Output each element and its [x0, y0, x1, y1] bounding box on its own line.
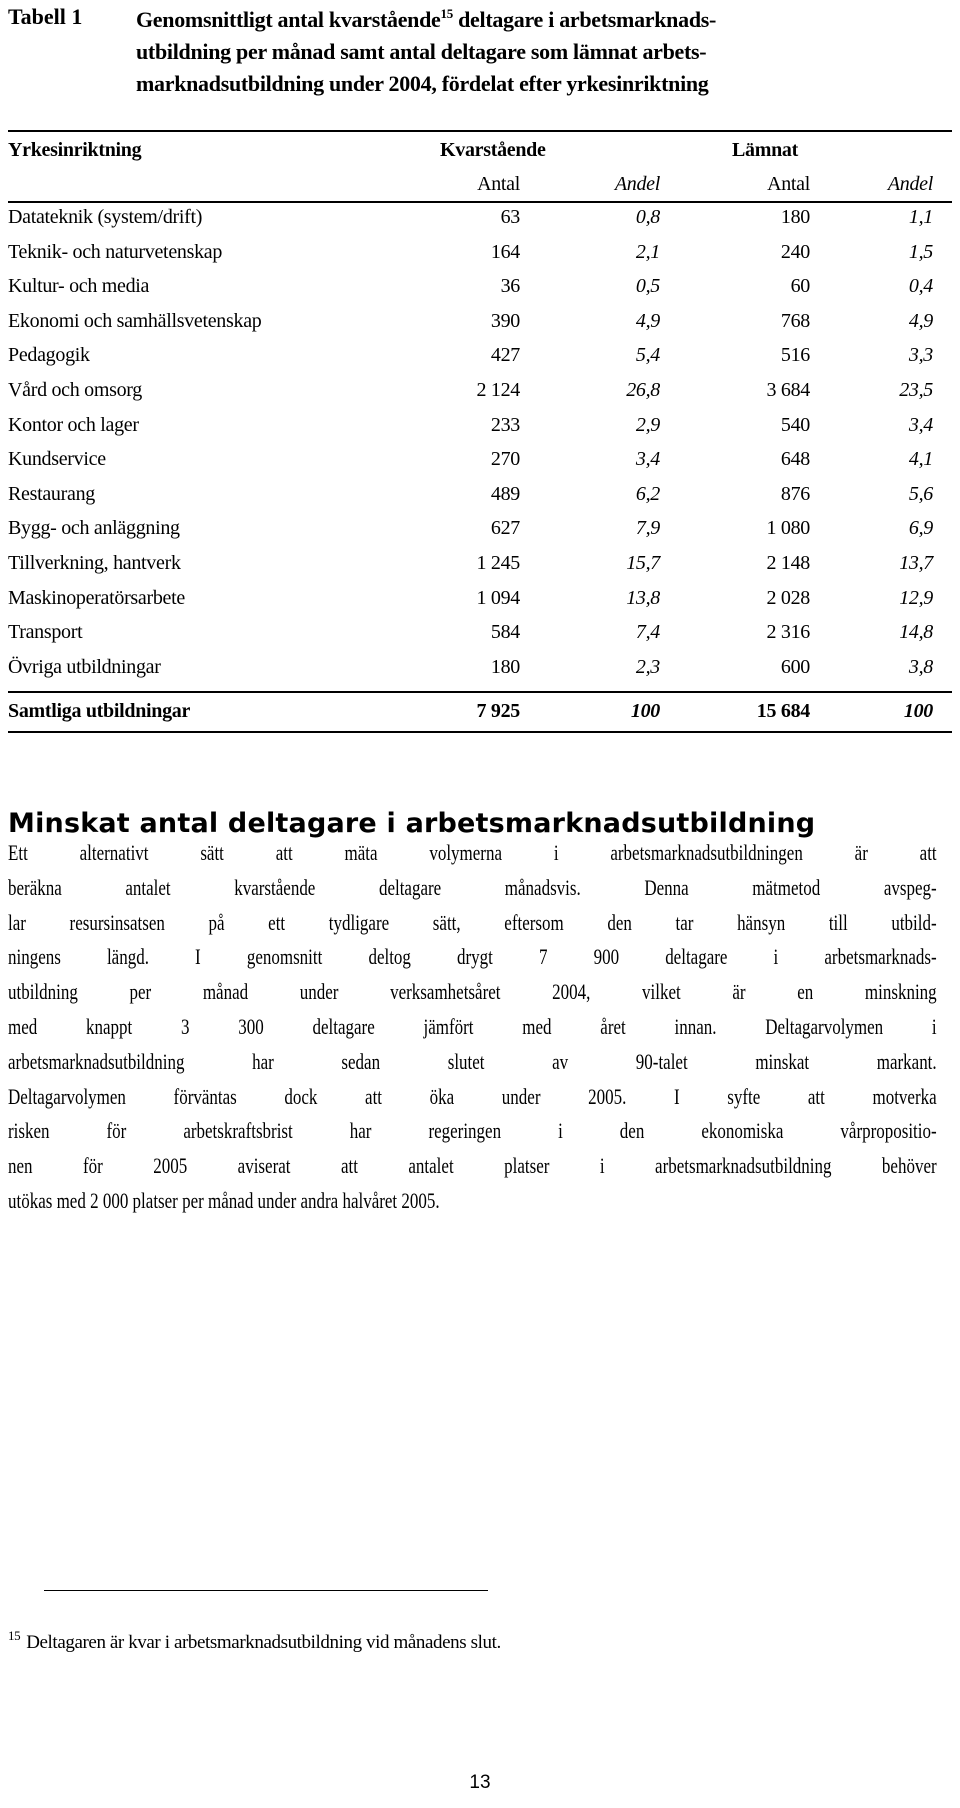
antal-kvarstaende: 427	[490, 344, 520, 367]
table-bottom-rule	[8, 731, 952, 733]
antal-kvarstaende: 1 245	[476, 552, 520, 574]
antal-kvarstaende: 584	[490, 621, 520, 644]
row-name: Maskinoperatörsarbete	[8, 586, 185, 609]
footnote	[8, 1628, 501, 1654]
andel-lamnat: 3,4	[908, 413, 933, 436]
table-top-rule	[8, 130, 952, 132]
antal-kvarstaende: 270	[490, 448, 520, 471]
page-number: 13	[469, 1772, 491, 1793]
antal-lamnat: 2 028	[766, 586, 810, 609]
andel-lamnat: 14,8	[899, 621, 933, 644]
total-antal-lamnat: 15 684	[756, 700, 810, 723]
andel-kvarstaende: 7,9	[635, 517, 660, 540]
andel-lamnat: 4,9	[908, 309, 933, 332]
andel-kvarstaende: 3,4	[635, 448, 660, 471]
total-andel-lamnat: 100	[903, 700, 933, 723]
header-lamnat: Lämnat	[732, 139, 798, 161]
antal-lamnat: 240	[780, 240, 810, 263]
andel-lamnat: 5,6	[908, 482, 933, 505]
row-name: Restaurang	[8, 482, 95, 505]
andel-kvarstaende: 26,8	[626, 379, 660, 401]
antal-kvarstaende: 164	[490, 240, 520, 263]
row-name: Kundservice	[8, 448, 106, 471]
antal-kvarstaende: 489	[490, 482, 520, 505]
row-name: Pedagogik	[8, 344, 90, 367]
row-name: Tillverkning, hantverk	[8, 552, 181, 574]
antal-lamnat: 3 684	[766, 379, 810, 401]
antal-lamnat: 2 148	[766, 552, 810, 574]
row-name: Datateknik (system/drift)	[8, 206, 203, 228]
andel-lamnat: 13,7	[899, 552, 933, 574]
andel-kvarstaende: 4,9	[635, 309, 660, 332]
paragraph-line: nen för 2005 aviserat att antalet platser i arbetsmarknadsutbildning behöver	[8, 1153, 937, 1179]
andel-lamnat: 1,5	[908, 240, 933, 263]
antal-lamnat: 876	[780, 482, 810, 505]
andel-lamnat: 1,1	[908, 206, 933, 228]
footnote-number: 15	[8, 1628, 21, 1643]
body-paragraph	[8, 836, 937, 1219]
row-name: Vård och omsorg	[8, 379, 142, 401]
andel-kvarstaende: 5,4	[635, 344, 660, 367]
table-title	[136, 4, 916, 100]
andel-kvarstaende: 2,1	[635, 240, 660, 263]
paragraph-line: Deltagarvolymen förväntas dock att öka under 2005. I syfte att motverka	[8, 1083, 937, 1109]
paragraph-line: ningens längd. I genomsnitt deltog drygt 7 900 deltagare i arbetsmarknads-	[8, 944, 937, 970]
antal-kvarstaende: 390	[490, 309, 520, 332]
paragraph-line: utbildning per månad under verksamhetsåret 2004, vilket är en minskning	[8, 979, 937, 1005]
total-antal-kvarstaende: 7 925	[476, 700, 520, 723]
antal-lamnat: 600	[780, 655, 810, 678]
header-kvarstaende: Kvarstående	[440, 139, 546, 161]
section-heading: Minskat antal deltagare i arbetsmarknadsutbildning	[8, 808, 816, 839]
header-antal-2: Antal	[767, 173, 810, 195]
andel-lamnat: 3,8	[908, 655, 933, 678]
antal-lamnat: 648	[780, 448, 810, 471]
total-andel-kvarstaende: 100	[630, 700, 660, 723]
andel-kvarstaende: 15,7	[626, 552, 660, 574]
andel-kvarstaende: 6,2	[635, 482, 660, 505]
andel-kvarstaende: 2,9	[635, 413, 660, 436]
andel-kvarstaende: 2,3	[635, 655, 660, 678]
antal-lamnat: 540	[780, 413, 810, 436]
title-line-1b: deltagare i arbetsmarknads-	[452, 7, 717, 32]
antal-kvarstaende: 2 124	[476, 379, 520, 401]
row-name: Bygg- och anläggning	[8, 517, 180, 540]
antal-lamnat: 1 080	[766, 517, 810, 540]
table-label: Tabell 1	[8, 4, 83, 29]
andel-lamnat: 12,9	[899, 586, 933, 609]
paragraph-line: arbetsmarknadsutbildning har sedan slutet av 90-talet minskat markant.	[8, 1048, 937, 1074]
andel-lamnat: 4,1	[908, 448, 933, 471]
antal-kvarstaende: 627	[490, 517, 520, 540]
andel-kvarstaende: 0,8	[635, 206, 660, 228]
title-line-1: Genomsnittligt antal kvarstående	[136, 7, 441, 32]
andel-lamnat: 6,9	[908, 517, 933, 540]
paragraph-line: med knappt 3 300 deltagare jämfört med året innan. Deltagarvolymen i	[8, 1013, 937, 1039]
antal-kvarstaende: 180	[490, 655, 520, 678]
paragraph-line: utökas med 2 000 platser per månad under andra halvåret 2005.	[8, 1187, 440, 1213]
antal-lamnat: 516	[780, 344, 810, 367]
andel-lamnat: 23,5	[899, 379, 933, 401]
antal-lamnat: 60	[790, 275, 810, 298]
antal-lamnat: 180	[780, 206, 810, 228]
header-antal-1: Antal	[477, 173, 520, 195]
andel-lamnat: 3,3	[908, 344, 933, 367]
paragraph-line: risken för arbetskraftsbrist har regeringen i den ekonomiska vårpropositio-	[8, 1118, 937, 1144]
antal-kvarstaende: 233	[490, 413, 520, 436]
paragraph-line: beräkna antalet kvarstående deltagare månadsvis. Denna mätmetod avspeg-	[8, 874, 937, 900]
row-name: Teknik- och naturvetenskap	[8, 240, 223, 263]
antal-lamnat: 2 316	[766, 621, 810, 644]
footnote-text: Deltagaren är kvar i arbetsmarknadsutbildning vid månadens slut.	[26, 1632, 501, 1653]
total-name: Samtliga utbildningar	[8, 700, 191, 723]
header-andel-1: Andel	[614, 173, 660, 195]
andel-kvarstaende: 0,5	[635, 275, 660, 298]
paragraph-line: lar resursinsatsen på ett tydligare sätt, eftersom den tar hänsyn till utbild-	[8, 909, 937, 935]
row-name: Övriga utbildningar	[8, 655, 161, 678]
antal-lamnat: 768	[780, 309, 810, 332]
total-top-rule	[8, 691, 952, 693]
row-name: Transport	[8, 621, 83, 644]
andel-kvarstaende: 7,4	[635, 621, 660, 644]
antal-kvarstaende: 36	[500, 275, 520, 298]
paragraph-line: Ett alternativt sätt att mäta volymerna i arbetsmarknadsutbildningen är att	[8, 840, 937, 865]
title-line-2: utbildning per månad samt antal deltagare som lämnat arbets-	[136, 39, 707, 64]
footnote-separator	[44, 1590, 488, 1591]
andel-kvarstaende: 13,8	[626, 586, 660, 609]
antal-kvarstaende: 1 094	[476, 586, 520, 609]
row-name: Kontor och lager	[8, 413, 139, 436]
row-name: Ekonomi och samhällsvetenskap	[8, 309, 262, 332]
title-line-3: marknadsutbildning under 2004, fördelat efter yrkesinriktning	[136, 71, 709, 96]
header-andel-2: Andel	[887, 173, 933, 195]
footnote-reference: 15	[440, 6, 453, 21]
andel-lamnat: 0,4	[908, 275, 933, 298]
row-name: Kultur- och media	[8, 275, 150, 298]
header-yrkesinriktning: Yrkesinriktning	[8, 139, 142, 161]
antal-kvarstaende: 63	[500, 206, 520, 228]
